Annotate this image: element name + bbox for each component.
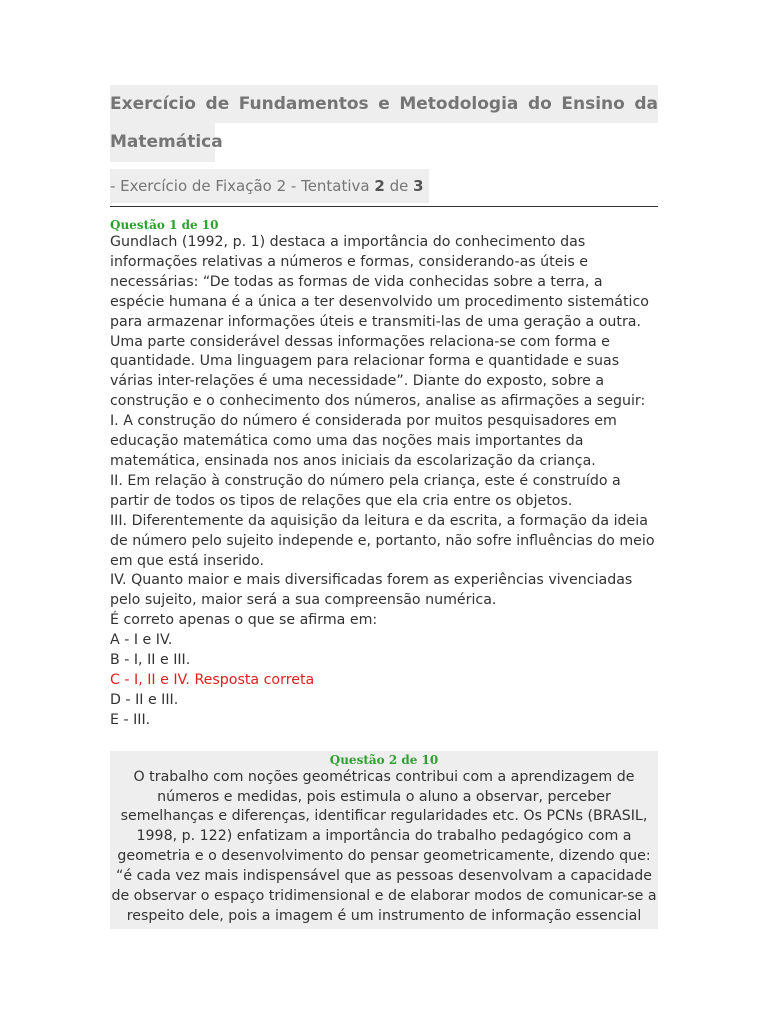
attempt-number: 2 (374, 177, 385, 195)
question-2 (110, 751, 658, 929)
option-e: E - III. (110, 711, 151, 728)
header-divider (110, 206, 658, 207)
question-1-prompt: É correto apenas o que se afirma em: (110, 612, 378, 629)
question-1-assertion-iv: IV. Quanto maior e mais diversificadas forem as experiências vivenciadas pelo sujeito, maior será a sua compreensão numérica. (110, 572, 633, 609)
question-1-assertion-ii: II. Em relação à construção do número pela criança, este é construído a partir de todos os tipos de relações que ela cria entre os objetos. (110, 472, 621, 509)
question-1 (110, 217, 658, 731)
question-1-heading: Questão 1 de 10 (110, 218, 219, 232)
attempt-total: 3 (413, 177, 424, 195)
option-c-correct: C - I, II e IV. Resposta correta (110, 671, 315, 688)
subtitle-prefix: - Exercício de Fixação 2 - Tentativa (110, 177, 375, 195)
page-title: Exercício de Fundamentos e Metodologia do Ensino da (110, 85, 658, 123)
document-page (110, 85, 658, 929)
question-1-assertion-i: I. A construção do número é considerada por muitos pesquisadores em educação matemática como uma das noções mais importantes da matemática, ensinada nos anos iniciais da escolarização da criança. (110, 413, 617, 469)
option-d: D - II e III. (110, 691, 179, 708)
question-1-statement: Gundlach (1992, p. 1) destaca a importância do conhecimento das informações relativas a números e formas, considerando-as úteis e necessárias: “De todas as formas de vida conhecidas sobre a terra, a espécie humana é a única a ter desenvolvido um procedimento sistemático para armazenar informações úteis e transmiti-las de uma geração a outra. Uma parte considerável dessas informações relaciona-se com forma e quantidade. Uma linguagem para relacionar forma e quantidade e suas várias inter-relações é uma necessidade”. Diante do exposto, sobre a construção e o conhecimento dos números, analise as afirmações a seguir: (110, 234, 649, 410)
question-2-body (110, 768, 658, 927)
option-b: B - I, II e III. (110, 652, 191, 669)
page-title-continuation: Matemática (110, 123, 215, 162)
page-subtitle (110, 169, 429, 203)
question-1-assertion-iii: III. Diferentemente da aquisição da leitura e da escrita, a formação da ideia de número pelo sujeito independe e, portanto, não sofre influências do meio em que está inserido. (110, 512, 655, 569)
subtitle-of: de (384, 177, 414, 195)
question-2-heading: Questão 2 de 10 (329, 752, 439, 767)
option-a: A - I e IV. (110, 632, 173, 649)
document-header (110, 85, 658, 203)
question-2-statement: O trabalho com noções geométricas contribui com a aprendizagem de números e medidas, pois estimula o aluno a observar, perceber semelhanças e diferenças, identificar regularidades etc. Os PCNs (BRASIL, 1998, p. 122) enfatizam a importância do trabalho pedagógico com a geometria e o desenvolvimento do pensar geometricamente, dizendo que: “é cada vez mais indispensável que as pessoas desenvolvam a capacidade de observar o espaço tridimensional e de elaborar modos de comunicar-se a respeito dele, pois a imagem é um instrumento de informação essencial (111, 768, 657, 924)
question-1-body (110, 233, 658, 731)
